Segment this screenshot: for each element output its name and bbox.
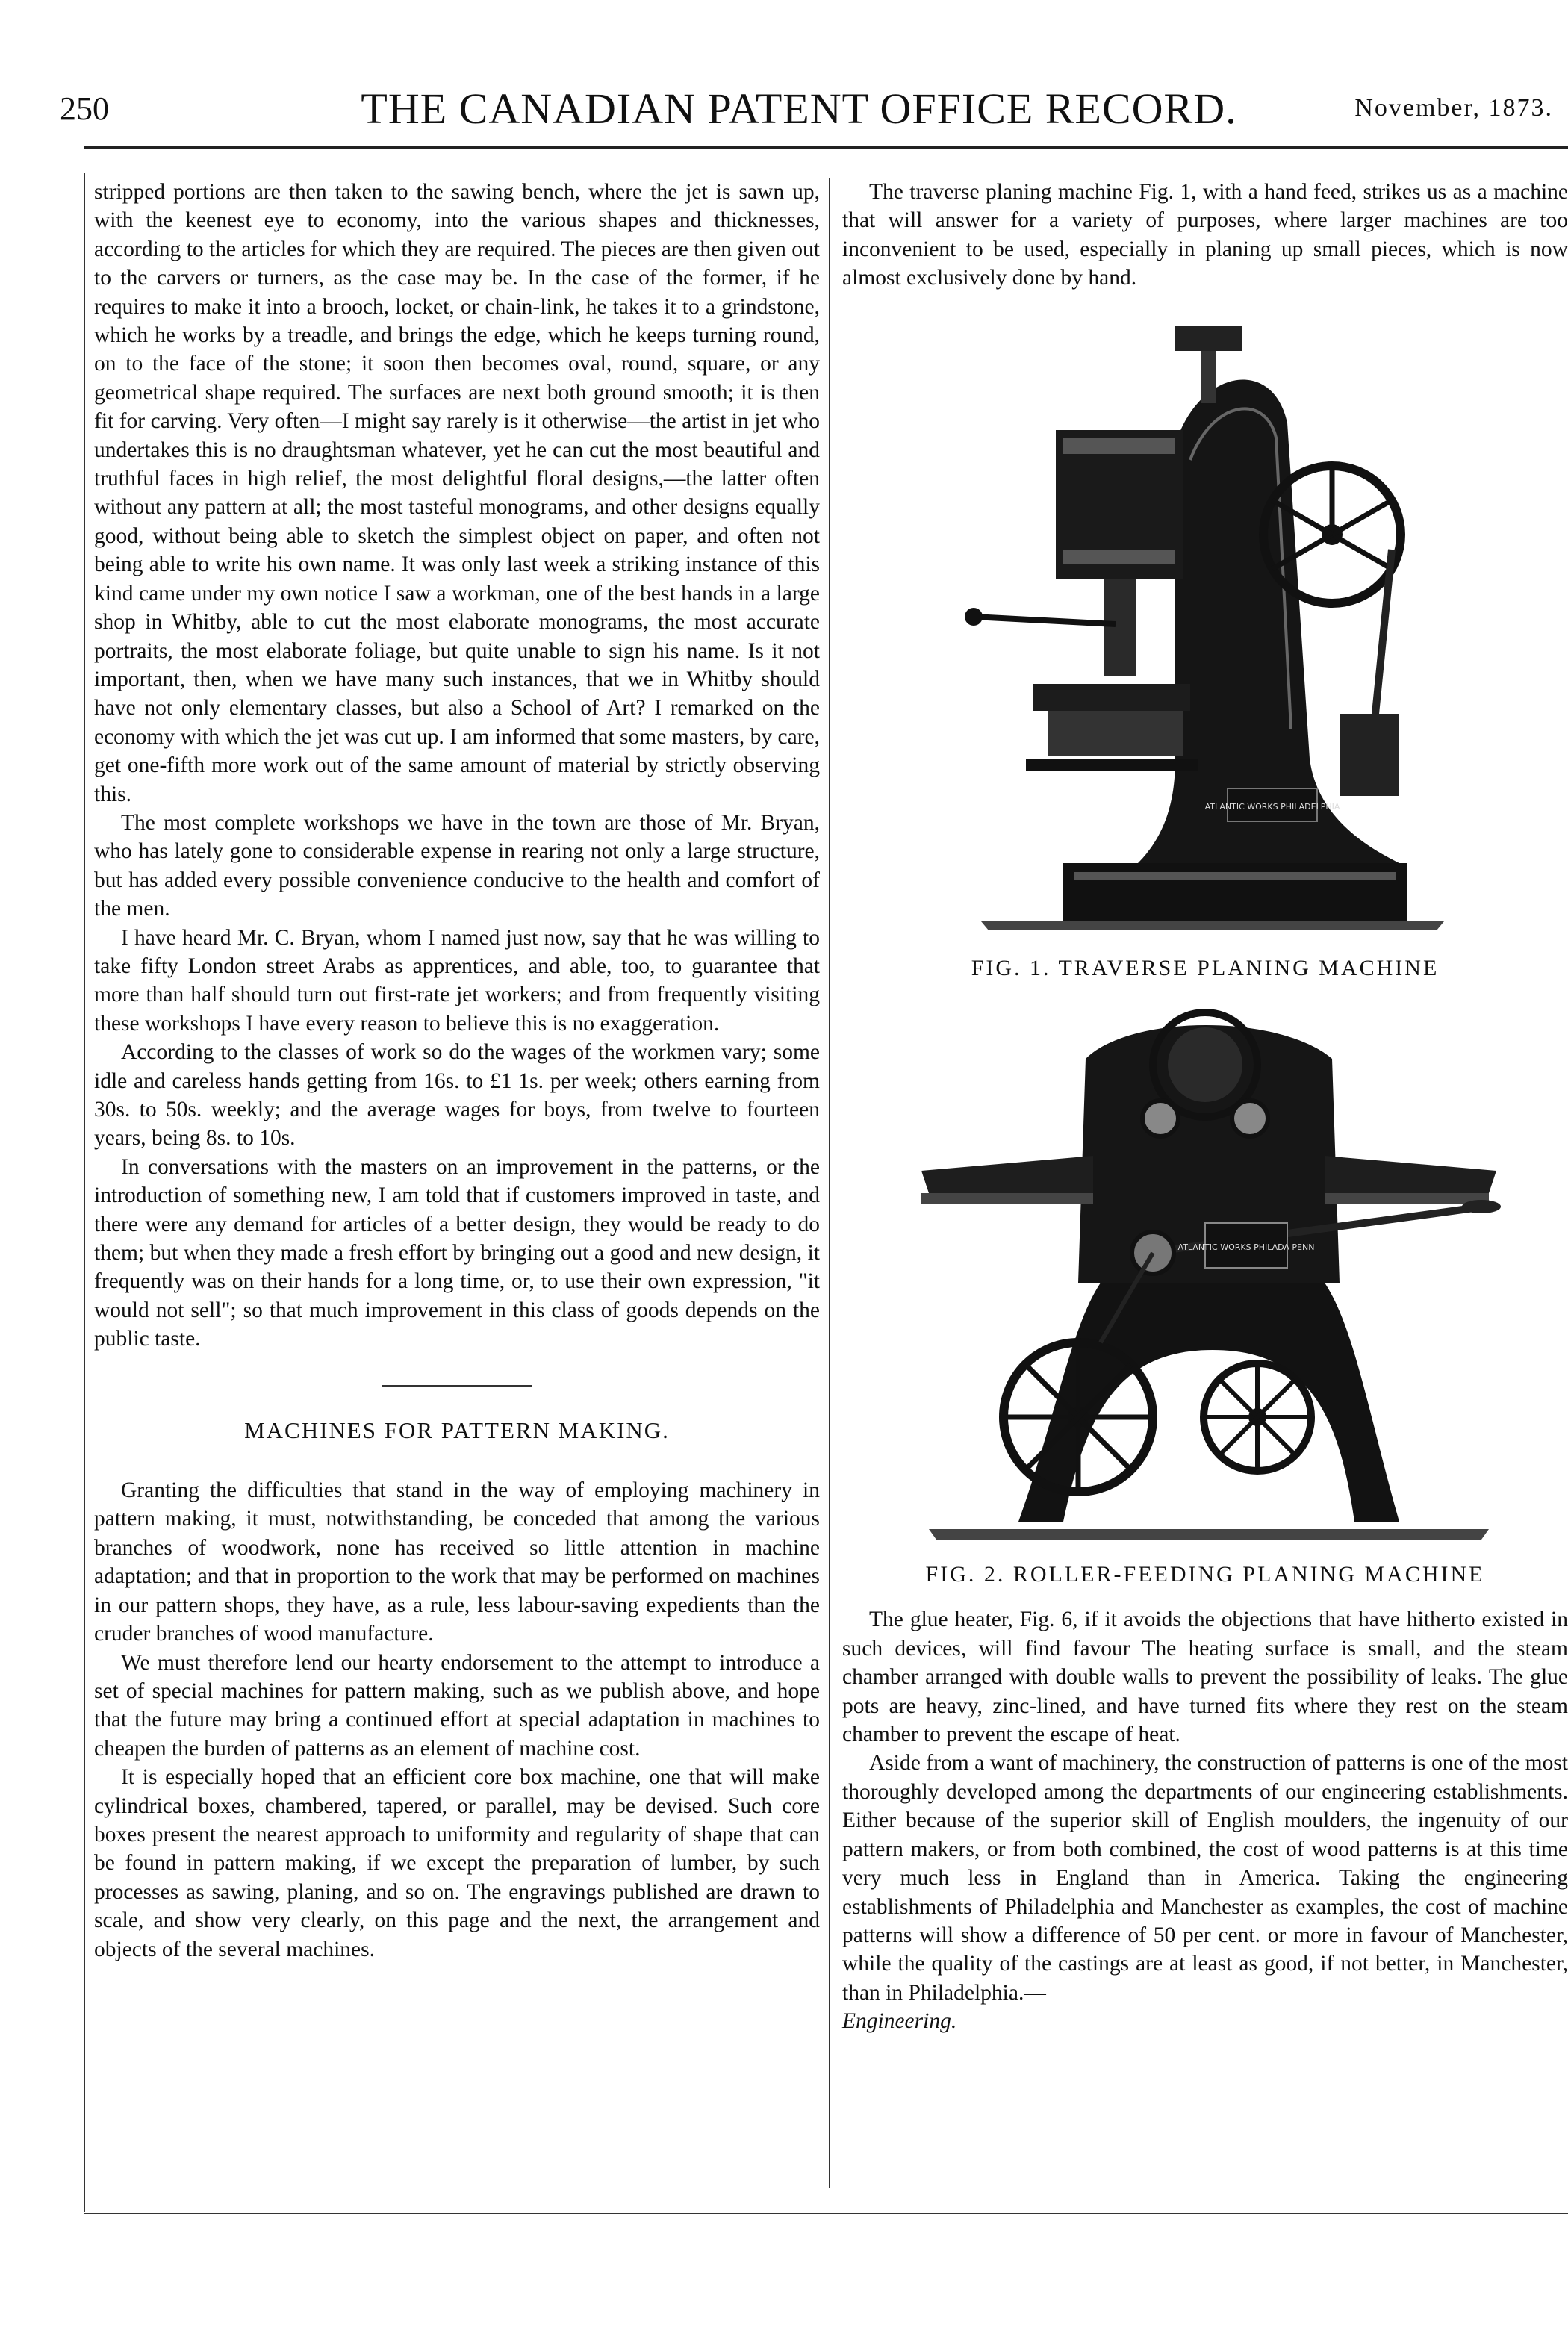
figure-traverse-planing-machine [951, 311, 1459, 947]
issue-date: November, 1873. [1354, 94, 1553, 122]
paragraph: Granting the difficulties that stand in the way of employing machinery in pattern making, it must, notwithstanding, be conceded that among the various branches of woodwork, none has received so little attention in machine adaptation; and that in proportion to the work that may be performed on machines in our pattern shops, they have, as a rule, less labour-saving expedients than the cruder branches of wood manufacture. [94, 1478, 820, 1646]
paragraph: According to the classes of work so do the wages of the workmen vary; some idle and careless hands getting from 16s. to £1 1s. per week; others earning from 30s. to 50s. weekly; and the average wages for boys, from twelve to fourteen years, being 8s. to 10s. [94, 1040, 820, 1151]
paragraph: Aside from a want of machinery, the construction of patterns is one of the most thoroughly developed among the departments of our engineering establishments. Either because of the superior skill of English moulders, the ingenuity of our pattern makers, or from both combined, the cost of wood patterns is at this time very much less in England than in America. Taking the engineering establishments of Philadelphia and Manchester as examples, the cost of machine patterns will show a difference of 50 per cent. or more in favour of Manchester, while the quality of the castings are at least as good, if not better, in Manchester, than in Philadelphia.— [842, 1751, 1568, 2005]
maker-plate: ATLANTIC WORKS PHILADELPHIA [1204, 801, 1340, 812]
paragraph: The glue heater, Fig. 6, if it avoids the objections that have hitherto existed in such devices, will find favour The heating surface is small, and the steam chamber arranged with double walls to prevent the possibility of leaks. The glue pots are heavy, zinc-lined, and have turned fits where they rest on the steam chamber to prevent the escape of heat. [842, 1608, 1568, 1747]
header-rule [84, 146, 1568, 149]
paragraph: I have heard Mr. C. Bryan, whom I named just now, say that he was willing to take fifty London street Arabs as apprentices, and able, too, to guarantee that more than half should turn out first-rate jet workers; and from frequently visiting these workshops I have every reason to believe this is no exaggeration. [94, 925, 820, 1036]
right-column [842, 178, 1568, 2036]
paragraph: It is especially hoped that an efficient core box machine, one that will make cylindrical boxes, chambered, tapered, or parallel, may be devised. Such core boxes present the nearest approach to uniformity and regularity of shape that can be found in pattern making, if we except the preparation of lumber, by such processes as sawing, planing, and so on. The engravings published are drawn to scale, and show very clearly, on this page and the next, the arrangement and objects of the several machines. [94, 1765, 820, 1961]
figure-caption: FIG. 1. TRAVERSE PLANING MACHINE [971, 955, 1440, 980]
paragraph: The traverse planing machine Fig. 1, with a hand feed, strikes us as a machine that will answer for a variety of purposes, where larger machines are too inconvenient to be used, especially in planing up small pieces, which is now almost exclusively done by hand. [842, 180, 1568, 290]
left-column [94, 178, 820, 1964]
page-number: 250 [60, 90, 109, 127]
roller-feeding-planing-machine-illustration [906, 999, 1504, 1553]
journal-title: THE CANADIAN PATENT OFFICE RECORD. [361, 84, 1237, 133]
paragraph: We must therefore lend our hearty endorsement to the attempt to introduce a set of special machines for pattern making, such as we publish above, and hope that the future may bring a continued effort at special adaptation in machines to cheapen the burden of patterns as an element of machine cost. [94, 1650, 820, 1761]
figure-caption: FIG. 2. ROLLER-FEEDING PLANING MACHINE [925, 1562, 1485, 1587]
traverse-planing-machine-illustration [951, 311, 1459, 947]
paragraph: The most complete workshops we have in the town are those of Mr. Bryan, who has lately gone to considerable expense in rearing not only a large structure, but has added every possible convenience conducive to the health and comfort of the men. [94, 810, 820, 921]
paragraph: In conversations with the masters on an improvement in the patterns, or the introduction of something new, I am told that if customers improved in taste, and there were any demand for articles of a better design, they would be ready to do them; but when they made a fresh effort by bringing out a good and new design, it frequently was on their hands for a long time, or, to use their own expression, "it would not sell"; so that much improvement in this class of goods depends on the public taste. [94, 1154, 820, 1351]
left-frame-rule [84, 173, 85, 2212]
figure-roller-feeding-planing-machine [906, 999, 1504, 1553]
column-rule [829, 178, 830, 2188]
section-divider [382, 1385, 532, 1387]
section-heading: MACHINES FOR PATTERN MAKING. [244, 1416, 670, 1443]
page-header [45, 84, 1553, 143]
paragraph: stripped portions are then taken to the sawing bench, where the jet is sawn up, with the keenest eye to economy, into the various shapes and thicknesses, according to the articles for which they are required. The pieces are then given out to the carvers or turners, as the case may be. In the case of the former, if he requires to make it into a brooch, locket, or chain-link, he takes it to a grindstone, which he works by a treadle, and brings the edge, which he keeps turning round, on to the face of the stone; it soon then becomes oval, round, square, or any geometrical shape required. The surfaces are next both ground smooth; it is then fit for carving. Very often—I might say rarely is it otherwise—the artist in jet who undertakes this is no draughtsman whatever, yet he can cut the most beautiful and truthful faces in high relief, the most delightful floral designs,—the latter often without any pattern at all; the most tasteful monograms, and other designs equally good, without being able to sketch the simplest object on paper, and often not being able to write his own name. It was only last week a striking instance of this kind came under my own notice I saw a workman, one of the best hands in a large shop in Whitby, able to cut the most elaborate monograms, the most accurate portraits, the most elaborate foliage, but quite unable to sign his name. Is it not important, then, when we have many such instances, that we in Whitby should have not only elementary classes, but also a School of Art? I remarked on the economy with which the jet was cut up. I am informed that some masters, by care, get one-fifth more work out of the same amount of material by strictly observing this. [94, 180, 820, 806]
maker-plate: ATLANTIC WORKS PHILADA PENN [1177, 1242, 1315, 1253]
source-credit: Engineering. [842, 2009, 957, 2034]
bottom-rule [84, 2212, 1568, 2214]
